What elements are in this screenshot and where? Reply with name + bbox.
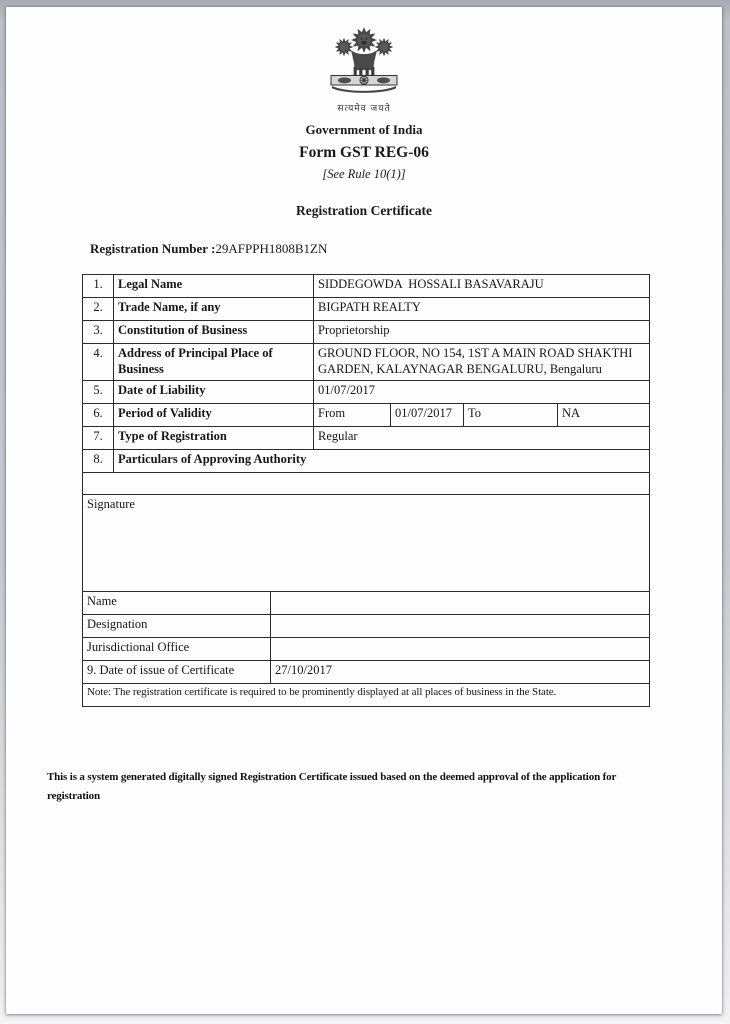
- designation-value: [271, 615, 650, 638]
- trade-name-value: BIGPATH REALTY: [314, 298, 650, 321]
- type-of-registration-value: Regular: [314, 427, 650, 450]
- table-row-jurisdictional-office: [83, 638, 650, 661]
- designation-label: Designation: [83, 615, 271, 638]
- table-row-spacer: [83, 473, 650, 495]
- certificate-table: [82, 274, 650, 707]
- table-row-approving-authority: [83, 450, 650, 473]
- approving-authority-label: Particulars of Approving Authority: [114, 450, 650, 473]
- jurisdictional-office-label: Jurisdictional Office: [83, 638, 271, 661]
- emblem-block: [6, 25, 722, 114]
- system-generated-statement: This is a system generated digitally signed Registration Certificate issued based on the deemed approval of the application for registration: [47, 771, 617, 802]
- signature-cell: Signature: [83, 495, 650, 592]
- address-value: GROUND FLOOR, NO 154, 1ST A MAIN ROAD SHAKTHI GARDEN, KALAYNAGAR BENGALURU, Bengaluru: [314, 344, 650, 381]
- registration-number-label: Registration Number :: [90, 241, 216, 256]
- trade-name-label: Trade Name, if any: [114, 298, 314, 321]
- registration-number-line: [90, 241, 327, 257]
- validity-from-label: From: [314, 404, 391, 427]
- date-of-issue-value: 27/10/2017: [271, 661, 650, 684]
- government-of-india-heading: Government of India: [305, 122, 423, 137]
- row-number: 1.: [83, 275, 114, 298]
- jurisdictional-office-value: [271, 638, 650, 661]
- india-state-emblem-icon: [324, 25, 404, 95]
- spacer-cell: [83, 473, 650, 495]
- row-number: 8.: [83, 450, 114, 473]
- date-of-issue-label: 9. Date of issue of Certificate: [83, 661, 271, 684]
- address-label: Address of Principal Place of Business: [114, 344, 314, 381]
- row-number: 5.: [83, 381, 114, 404]
- table-row-trade-name: [83, 298, 650, 321]
- legal-name-value: SIDDEGOWDA HOSSALI BASAVARAJU: [314, 275, 650, 298]
- date-of-liability-label: Date of Liability: [114, 381, 314, 404]
- table-row-note: [83, 684, 650, 707]
- table-row-date-of-liability: [83, 381, 650, 404]
- form-title-heading: Form GST REG-06: [299, 144, 429, 161]
- table-row-period-of-validity: [83, 404, 650, 427]
- table-row-designation: [83, 615, 650, 638]
- certificate-page: [6, 7, 722, 1014]
- validity-to-label: To: [464, 404, 558, 427]
- row-number: 6.: [83, 404, 114, 427]
- validity-from-value: 01/07/2017: [391, 404, 464, 427]
- constitution-label: Constitution of Business: [114, 321, 314, 344]
- type-of-registration-label: Type of Registration: [114, 427, 314, 450]
- table-row-date-of-issue: [83, 661, 650, 684]
- row-number: 2.: [83, 298, 114, 321]
- table-row-address: [83, 344, 650, 381]
- validity-to-value: NA: [558, 404, 650, 427]
- satyameva-jayate-motto: सत्यमेव जयते: [337, 104, 391, 114]
- rule-reference: [See Rule 10(1)]: [322, 167, 406, 181]
- constitution-value: Proprietorship: [314, 321, 650, 344]
- table-row-name: [83, 592, 650, 615]
- table-row-signature: [83, 495, 650, 592]
- note-text: Note: The registration certificate is required to be prominently displayed at all places of business in the State.: [83, 684, 650, 707]
- table-row-type-of-registration: [83, 427, 650, 450]
- row-number: 3.: [83, 321, 114, 344]
- registration-number-value: 29AFPPH1808B1ZN: [215, 241, 328, 256]
- date-of-liability-value: 01/07/2017: [314, 381, 650, 404]
- row-number: 7.: [83, 427, 114, 450]
- legal-name-label: Legal Name: [114, 275, 314, 298]
- table-row-constitution: [83, 321, 650, 344]
- period-of-validity-label: Period of Validity: [114, 404, 314, 427]
- certificate-title-heading: Registration Certificate: [295, 203, 433, 218]
- row-number: 4.: [83, 344, 114, 381]
- name-label: Name: [83, 592, 271, 615]
- table-row-legal-name: [83, 275, 650, 298]
- name-value: [271, 592, 650, 615]
